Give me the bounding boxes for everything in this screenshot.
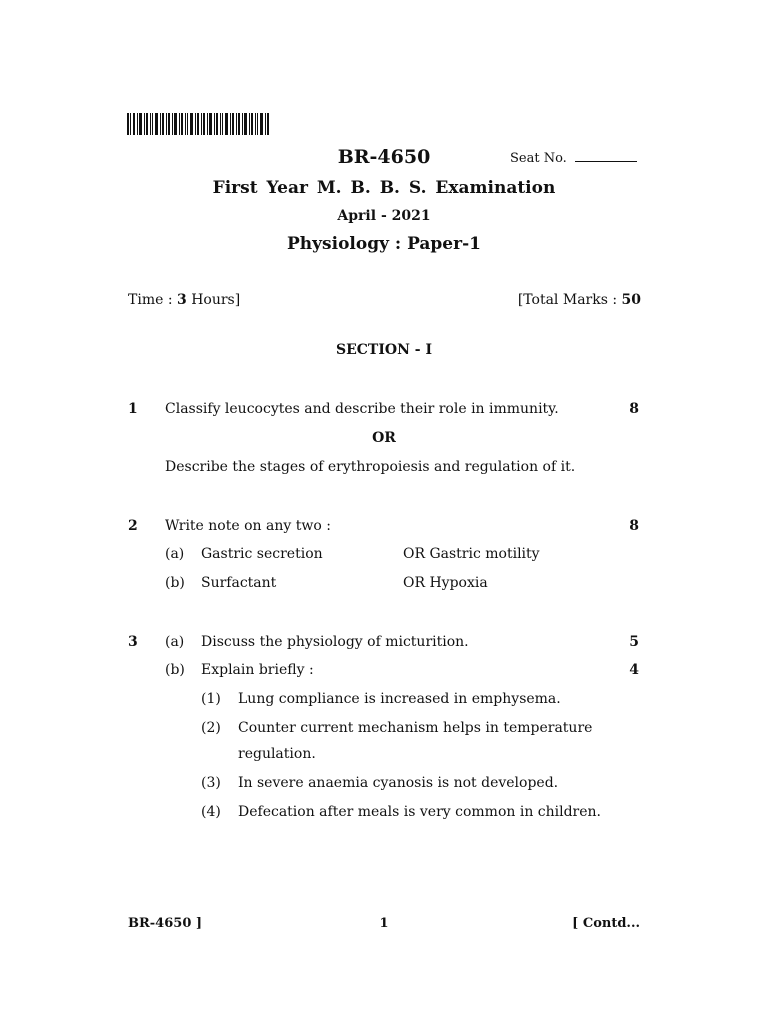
section-title: SECTION - I: [336, 342, 432, 358]
q2-item-b-left: Surfactant: [201, 575, 277, 591]
q3-a-text: Discuss the physiology of micturition.: [201, 634, 469, 650]
time-info: [128, 292, 240, 308]
subject-title: Physiology : Paper-1: [287, 234, 481, 254]
q1-number: 1: [128, 401, 138, 417]
total-marks-info: [518, 292, 641, 308]
page-number: 1: [379, 916, 389, 931]
q3-point-1-text: Lung compliance is increased in emphysema.: [238, 691, 561, 707]
q2-marks: 8: [629, 518, 639, 534]
q1-text: Classify leucocytes and describe their role in immunity.: [165, 401, 559, 417]
time-unit: Hours]: [186, 292, 241, 308]
paper-code: BR-4650: [337, 146, 431, 168]
q3-point-2-num: (2): [201, 720, 221, 736]
q3-point-4-num: (4): [201, 804, 221, 820]
q3-point-4-text: Defecation after meals is very common in children.: [238, 804, 602, 820]
q2-item-a-right: OR Gastric motility: [403, 546, 540, 562]
footer-code: BR-4650 ]: [128, 916, 203, 931]
q2-item-b-right: OR Hypoxia: [403, 575, 488, 591]
seat-label: Seat No.: [510, 151, 567, 166]
q3-number: 3: [128, 634, 138, 650]
q3-b-marks: 4: [629, 662, 639, 678]
marks-value: 50: [621, 292, 641, 308]
q3-point-1-num: (1): [201, 691, 221, 707]
q3-point-3-num: (3): [201, 775, 221, 791]
q2-item-a-label: (a): [165, 546, 185, 562]
time-value: 3: [177, 292, 187, 308]
q3-point-2-text: Counter current mechanism helps in temperature: [238, 720, 593, 736]
q1-marks: 8: [629, 401, 639, 417]
marks-label: [Total Marks :: [517, 292, 622, 308]
q2-item-a-left: Gastric secretion: [201, 546, 323, 562]
barcode-graphic: [127, 113, 271, 135]
exam-date: April - 2021: [337, 208, 431, 224]
footer-contd: [ Contd...: [572, 916, 640, 931]
seat-number-blank: [575, 161, 637, 162]
q2-number: 2: [128, 518, 138, 534]
q1-or: OR: [372, 430, 396, 446]
q3-a-marks: 5: [629, 634, 639, 650]
time-label: Time :: [128, 292, 177, 308]
q1-alt-text: Describe the stages of erythropoiesis and regulation of it.: [165, 459, 576, 475]
barcode: [127, 113, 271, 135]
seat-number-field: [510, 151, 637, 166]
q3-point-2-cont: regulation.: [238, 746, 316, 762]
q2-item-b-label: (b): [165, 575, 185, 591]
q3-b-label: (b): [165, 662, 185, 678]
q3-b-text: Explain briefly :: [201, 662, 314, 678]
q3-point-3-text: In severe anaemia cyanosis is not developed.: [238, 775, 559, 791]
q2-text: Write note on any two :: [165, 518, 331, 534]
q3-a-label: (a): [165, 634, 185, 650]
exam-title: First Year M. B. B. S. Examination: [212, 178, 556, 198]
